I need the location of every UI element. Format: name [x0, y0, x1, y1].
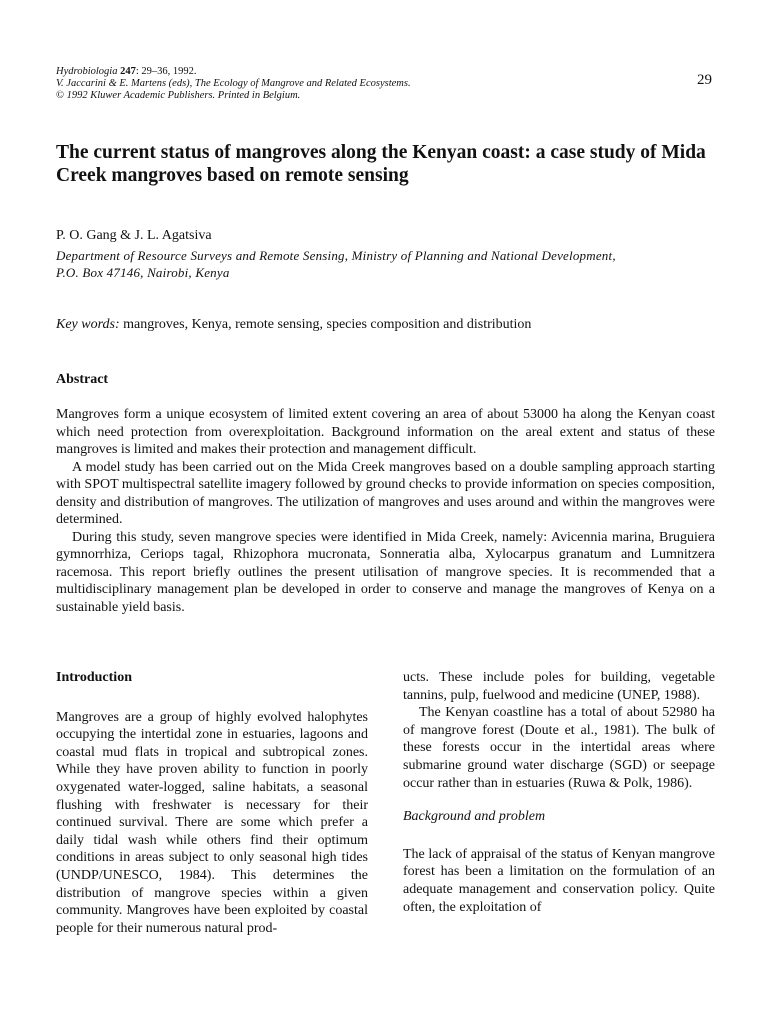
- introduction-paragraph: Mangroves are a group of highly evolved halophytes occupying the intertidal zone in estuaries, lagoons and coastal mud flats in tropical and subtropical zones. While they have proven ability to function in poorly oxygenated water-logged, saline habitats, a seasonal flushing with freshwater is necessary for their continued survival. There are some which prefer a daily tidal wash while others find their optimum conditions in areas subject to only seasonal high tides (UNDP/UNESCO, 1984). This determines the distribution of mangrove species within a given community. Mangroves have been exploited by coastal people for their numerous natural prod-: [56, 709, 368, 936]
- keywords: [56, 317, 531, 333]
- article-title: The current status of mangroves along the Kenyan coast: a case study of Mida Creek mangroves based on remote sensing: [56, 142, 706, 186]
- introduction-paragraph-continued: ucts. These include poles for building, vegetable tannins, pulp, fuelwood and medicine (UNEP, 1988).: [403, 670, 715, 703]
- abstract-paragraph: Mangroves form a unique ecosystem of limited extent covering an area of about 53000 ha along the Kenyan coast which need protection from overexploitation. Background information on the areal extent and status of these mangroves is limited and makes their protection and management difficult.: [56, 407, 715, 457]
- authors: P. O. Gang & J. L. Agatsiva: [56, 228, 212, 243]
- copyright-symbol: ©: [56, 90, 64, 101]
- affiliation-line-2: P.O. Box 47146, Nairobi, Kenya: [56, 265, 230, 280]
- journal-pages-year: : 29–36, 1992.: [135, 66, 197, 77]
- copyright-line: [56, 90, 716, 102]
- journal-header: [56, 66, 716, 102]
- citation-line: [56, 66, 716, 78]
- copyright-text: 1992 Kluwer Academic Publishers. Printed in Belgium.: [66, 90, 301, 101]
- editors-line: V. Jaccarini & E. Martens (eds), The Ecology of Mangrove and Related Ecosystems.: [56, 78, 411, 89]
- affiliation: [56, 247, 736, 281]
- journal-volume: 247: [120, 66, 136, 77]
- abstract-paragraph: A model study has been carried out on the Mida Creek mangroves based on a double sampling approach starting with SPOT multispectral satellite imagery followed by ground checks to provide information on species composition, density and distribution of mangroves. The utilization of mangroves and uses around and within the mangroves were determined.: [56, 459, 715, 527]
- column-left: [56, 669, 368, 937]
- background-heading: Background and problem: [403, 809, 546, 825]
- abstract-body: [56, 406, 715, 616]
- column-right: [403, 669, 715, 916]
- background-paragraph: The lack of appraisal of the status of Kenyan mangrove forest has been a limitation on the formulation of an adequate management and conservation policy. Quite often, the exploitation of: [403, 846, 715, 915]
- abstract-paragraph: During this study, seven mangrove species were identified in Mida Creek, namely: Avicennia marina, Bruguiera gymnorrhiza, Ceriops tagal, Rhizophora mucronata, Sonneratia alba, Xylocarpus granatum and Lumnitzera racemosa. This report briefly outlines the present utilisation of mangrove species. It is recommended that a multidisciplinary management plan be developed in order to conserve and manage the mangroves of Kenya on a sustainable yield basis.: [56, 529, 715, 615]
- page-number: 29: [697, 72, 712, 88]
- affiliation-line-1: Department of Resource Surveys and Remote Sensing, Ministry of Planning and National Development,: [56, 248, 616, 263]
- keywords-text: mangroves, Kenya, remote sensing, species composition and distribution: [123, 317, 532, 332]
- journal-name: Hydrobiologia: [56, 66, 118, 77]
- abstract-heading: Abstract: [56, 372, 109, 387]
- keywords-label: Key words:: [56, 317, 120, 332]
- introduction-paragraph-continued: The Kenyan coastline has a total of about 52980 ha of mangrove forest (Doute et al., 1981). The bulk of these forests occur in the intertidal areas where submarine ground water discharge (SGD) or seepage occur rather than in estuaries (Ruwa & Polk, 1986).: [403, 705, 715, 791]
- introduction-heading: Introduction: [56, 670, 132, 685]
